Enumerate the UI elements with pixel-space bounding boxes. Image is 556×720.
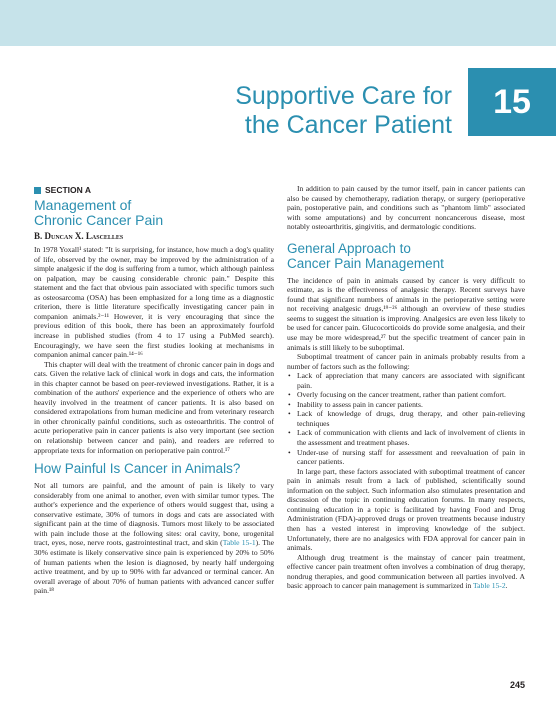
right-paragraph-4: In large part, these factors associated with suboptimal treatment of cancer pain in animals result from a lack of published, scientifically sound information on the subject. Such information also stimulates presentation and discussion of the topic in continuing education forums. In many respects, continuing education in a topic is facilitated by having Food and Drug Administration (FDA)-approved drugs or proven treatments because industry then has a vested interest in improving knowledge of the subject. Unfortunately, there are no analgesics with FDA approval for cancer pain in animals. xyxy=(287,466,525,553)
right-paragraph-5 xyxy=(287,553,525,591)
author-name: B. Duncan X. Lascelles xyxy=(34,230,124,241)
section-title xyxy=(34,198,274,229)
list-item: • Overly focusing on the cancer treatment, rather than patient comfort. xyxy=(287,390,525,400)
heading-general-approach xyxy=(287,241,525,271)
table-15-2-link[interactable]: Table 15-2 xyxy=(473,581,506,591)
header-band xyxy=(0,0,556,46)
right-column xyxy=(287,184,525,591)
chapter-title xyxy=(152,82,452,140)
list-item: • Lack of communication with clients and lack of involvement of clients in the assessment and treatment phases. xyxy=(287,428,525,447)
left-paragraph-2: This chapter will deal with the treatment of chronic cancer pain in dogs and cats. Given the relative lack of clinical work in dogs and cats, the information in this chapter cannot be based on peer-reviewed investigations. Rather, it is a combination of the authors' experience and the experience of others who are heavily involved in the treatment of cancer patients. It is also based on considered extrapolations from human medicine and from veterinary research in other chronically painful conditions, such as osteoarthritis. The control of acute perioperative pain in cancer patients is also very important (see section on relationship between cancer and pain), and readers are referred to appropriate texts for information on perioperative pain control.¹⁷ xyxy=(34,359,274,455)
list-item: • Lack of knowledge of drugs, drug therapy, and other pain-relieving techniques xyxy=(287,409,525,428)
section-title-line-2: Chronic Cancer Pain xyxy=(34,212,164,229)
section-title-line-1: Management of xyxy=(34,196,132,213)
chapter-number-block xyxy=(468,68,556,136)
list-item: • Inability to assess pain in cancer patients. xyxy=(287,400,525,410)
section-label xyxy=(34,186,274,196)
right-paragraph-1: In addition to pain caused by the tumor itself, pain in cancer patients can also be caused by chemotherapy, radiation therapy, or surgery (perioperative pain, postoperative pain, and conditions such as "phantom limb" associated with some amputations) and by concurrent noncancerous disease, most notably osteoarthritis, gingivitis, and dermatologic conditions. xyxy=(287,184,525,232)
page-number: 245 xyxy=(510,680,526,690)
heading-general-approach-line-1: General Approach to xyxy=(287,240,411,256)
right-paragraph-3: Suboptimal treatment of cancer pain in animals probably results from a number of factors such as the following: xyxy=(287,352,525,371)
left-paragraph-3 xyxy=(34,481,274,596)
heading-how-painful: How Painful Is Cancer in Animals? xyxy=(34,461,241,477)
heading-general-approach-line-2: Cancer Pain Management xyxy=(287,255,444,271)
square-bullet-icon xyxy=(34,187,41,194)
section-label-text: SECTION A xyxy=(45,185,91,195)
factors-list xyxy=(287,371,525,466)
right-p5-text-a: Although drug treatment is the mainstay of cancer pain treatment, effective cancer pain treatment often involves a combination of drug therapy, nondrug therapies, and good communication between all parties involved. A basic approach to cancer pain management is summarized in xyxy=(287,552,525,591)
left-p3-text-b: ). The 30% estimate is likely conservative since pain is experienced by 20% to 50% of human patients when the lesion is diagnosed, by nearly half undergoing active treatment, and by up to 90% with far advanced or terminal cancer. An overall average of about 70% of human patients with advanced cancer suffer pain.¹⁸ xyxy=(34,538,274,596)
right-p5-text-b: . xyxy=(505,581,508,591)
left-paragraph-1: In 1978 Yoxall¹ stated: "It is surprising, for instance, how much a dog's quality of life, observed by the owner, may be improved by the administration of a simple analgesic if the dog is suffering from a tumor, which although painless on palpation, may be causing considerable chronic pain." Despite this statement and the fact that obvious pain associated with specific tumors such as osteosarcoma (OSA) has been emphasized for a long time as a diagnostic criterion, there is little literature specifically investigating cancer pain in companion animals.²⁻¹¹ However, it is very encouraging that since the previous edition of this book, there has been an approximately fourfold increase in published studies (from 4 to 17 using a PubMed search). Encouragingly, we have seen the first studies looking at mechanisms in companion animal cancer pain.¹⁴⁻¹⁶ xyxy=(34,245,274,360)
chapter-title-line-2: the Cancer Patient xyxy=(244,111,452,139)
list-item: • Under-use of nursing staff for assessment and reevaluation of pain in cancer patients. xyxy=(287,448,525,467)
list-item: • Lack of appreciation that many cancers are associated with significant pain. xyxy=(287,371,525,390)
table-15-1-link[interactable]: Table 15-1 xyxy=(222,538,256,548)
chapter-title-line-1: Supportive Care for xyxy=(235,82,452,110)
chapter-number: 15 xyxy=(493,82,531,121)
left-column xyxy=(34,186,274,596)
right-paragraph-2: The incidence of pain in animals caused by cancer is very difficult to estimate, as is the effectiveness of analgesic therapy. Recent surveys have found that significant numbers of animals in the perioperative setting were not receiving analgesic drugs,¹⁹⁻²⁶ although an overview of these studies seems to suggest the situation is improving. Analgesics are even less likely to be used for cancer pain. Glucocorticoids do provide some analgesia, and their use may be more widespread,²⁷ but the specific treatment of cancer pain in animals is still likely to be suboptimal. xyxy=(287,275,525,352)
left-p3-text-a: Not all tumors are painful, and the amount of pain is likely to vary considerably from one animal to another, even with similar tumor types. The author's experience and the experience of others would suggest that, using a conservative estimate, 30% of tumors in dogs and cats are associated with significant pain at the time of diagnosis. Tumors most likely to be associated with pain include those at the following sites: oral cavity, bone, urogenital tract, eyes, nose, nerve roots, gastrointestinal tract, and skin ( xyxy=(34,481,274,548)
